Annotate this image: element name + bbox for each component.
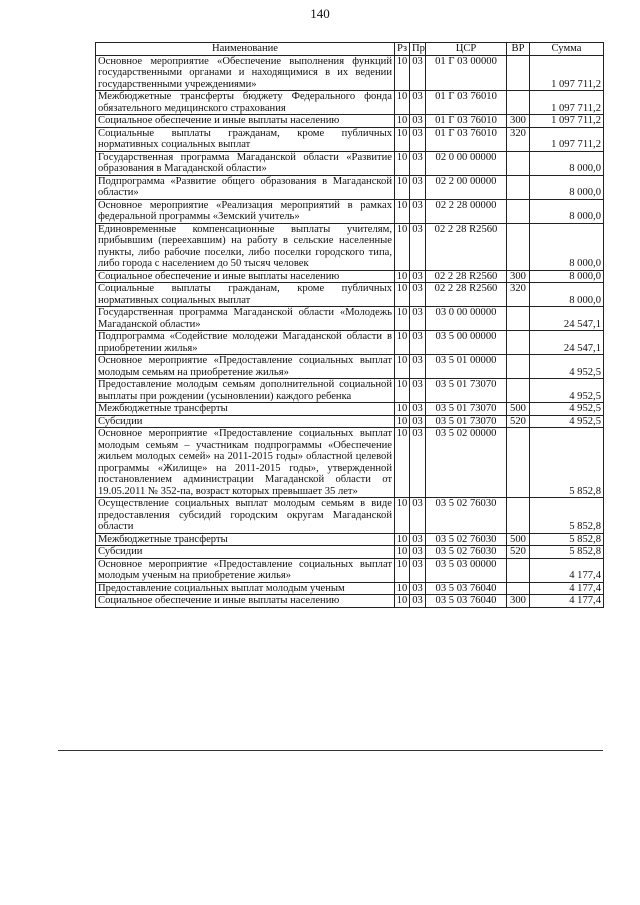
row-vr-cell bbox=[507, 428, 530, 498]
row-csr-cell: 03 5 02 00000 bbox=[426, 428, 507, 498]
row-rz-cell: 10 bbox=[395, 115, 410, 128]
header-vr: ВР bbox=[507, 43, 530, 56]
table-row bbox=[96, 270, 604, 283]
row-pr-cell: 03 bbox=[410, 199, 426, 223]
row-vr-cell bbox=[507, 558, 530, 582]
row-sum-cell: 1 097 711,2 bbox=[530, 55, 604, 91]
row-sum-cell: 4 177,4 bbox=[530, 558, 604, 582]
row-sum-cell: 5 852,8 bbox=[530, 498, 604, 534]
row-csr-cell: 03 5 02 76030 bbox=[426, 498, 507, 534]
row-vr-cell bbox=[507, 307, 530, 331]
row-name-cell: Единовременные компенсационные выплаты учителям, прибывшим (переехавшим) на работу в сельские населенные пункты, либо рабочие поселки, либо поселки городского типа, либо города с населением до 50 тысяч человек bbox=[96, 223, 395, 270]
row-rz-cell: 10 bbox=[395, 355, 410, 379]
table-row bbox=[96, 331, 604, 355]
row-csr-cell: 03 5 01 00000 bbox=[426, 355, 507, 379]
row-csr-cell: 03 0 00 00000 bbox=[426, 307, 507, 331]
row-name-cell: Социальное обеспечение и иные выплаты населению bbox=[96, 595, 395, 608]
table-row bbox=[96, 91, 604, 115]
row-sum-cell: 24 547,1 bbox=[530, 331, 604, 355]
table-row bbox=[96, 595, 604, 608]
row-pr-cell: 03 bbox=[410, 127, 426, 151]
row-csr-cell: 02 2 28 R2560 bbox=[426, 223, 507, 270]
row-csr-cell: 01 Г 03 00000 bbox=[426, 55, 507, 91]
row-csr-cell: 03 5 01 73070 bbox=[426, 379, 507, 403]
row-rz-cell: 10 bbox=[395, 415, 410, 428]
row-vr-cell bbox=[507, 498, 530, 534]
table-row bbox=[96, 199, 604, 223]
row-rz-cell: 10 bbox=[395, 595, 410, 608]
row-name-cell: Основное мероприятие «Предоставление социальных выплат молодым ученым на приобретение жилья» bbox=[96, 558, 395, 582]
row-rz-cell: 10 bbox=[395, 55, 410, 91]
row-pr-cell: 03 bbox=[410, 546, 426, 559]
table-row bbox=[96, 415, 604, 428]
table-row bbox=[96, 582, 604, 595]
row-rz-cell: 10 bbox=[395, 270, 410, 283]
row-name-cell: Социальное обеспечение и иные выплаты населению bbox=[96, 115, 395, 128]
row-rz-cell: 10 bbox=[395, 379, 410, 403]
row-pr-cell: 03 bbox=[410, 307, 426, 331]
row-rz-cell: 10 bbox=[395, 582, 410, 595]
table-row bbox=[96, 127, 604, 151]
row-sum-cell: 8 000,0 bbox=[530, 151, 604, 175]
row-pr-cell: 03 bbox=[410, 415, 426, 428]
row-name-cell: Осуществление социальных выплат молодым семьям в виде предоставления субсидий городским округам Магаданской области bbox=[96, 498, 395, 534]
row-csr-cell: 02 2 28 R2560 bbox=[426, 283, 507, 307]
row-vr-cell: 300 bbox=[507, 115, 530, 128]
table-row bbox=[96, 403, 604, 416]
row-rz-cell: 10 bbox=[395, 175, 410, 199]
row-sum-cell: 24 547,1 bbox=[530, 307, 604, 331]
row-name-cell: Межбюджетные трансферты bbox=[96, 533, 395, 546]
table-row bbox=[96, 151, 604, 175]
row-name-cell: Подпрограмма «Развитие общего образования в Магаданской области» bbox=[96, 175, 395, 199]
table-row bbox=[96, 175, 604, 199]
row-pr-cell: 03 bbox=[410, 558, 426, 582]
row-vr-cell bbox=[507, 379, 530, 403]
row-name-cell: Подпрограмма «Содействие молодежи Магаданской области в приобретении жилья» bbox=[96, 331, 395, 355]
row-pr-cell: 03 bbox=[410, 355, 426, 379]
row-vr-cell bbox=[507, 199, 530, 223]
row-vr-cell: 520 bbox=[507, 415, 530, 428]
table-row bbox=[96, 307, 604, 331]
row-sum-cell: 4 952,5 bbox=[530, 355, 604, 379]
row-pr-cell: 03 bbox=[410, 55, 426, 91]
table-body bbox=[96, 55, 604, 607]
row-sum-cell: 4 177,4 bbox=[530, 582, 604, 595]
row-sum-cell: 8 000,0 bbox=[530, 199, 604, 223]
row-sum-cell: 5 852,8 bbox=[530, 533, 604, 546]
row-pr-cell: 03 bbox=[410, 595, 426, 608]
row-rz-cell: 10 bbox=[395, 428, 410, 498]
row-rz-cell: 10 bbox=[395, 127, 410, 151]
row-name-cell: Основное мероприятие «Обеспечение выполнения функций государственными органами и находящимися в их ведении государственными учреждениями» bbox=[96, 55, 395, 91]
row-name-cell: Социальные выплаты гражданам, кроме публичных нормативных социальных выплат bbox=[96, 283, 395, 307]
header-name: Наименование bbox=[96, 43, 395, 56]
row-pr-cell: 03 bbox=[410, 91, 426, 115]
row-rz-cell: 10 bbox=[395, 307, 410, 331]
row-name-cell: Основное мероприятие «Реализация мероприятий в рамках федеральной программы «Земский учитель» bbox=[96, 199, 395, 223]
row-name-cell: Основное мероприятие «Предоставление социальных выплат молодым семьям на приобретение жилья» bbox=[96, 355, 395, 379]
row-name-cell: Субсидии bbox=[96, 546, 395, 559]
row-pr-cell: 03 bbox=[410, 283, 426, 307]
row-rz-cell: 10 bbox=[395, 91, 410, 115]
row-csr-cell: 01 Г 03 76010 bbox=[426, 127, 507, 151]
row-vr-cell bbox=[507, 331, 530, 355]
row-sum-cell: 8 000,0 bbox=[530, 175, 604, 199]
row-csr-cell: 03 5 03 76040 bbox=[426, 595, 507, 608]
row-vr-cell bbox=[507, 55, 530, 91]
row-csr-cell: 01 Г 03 76010 bbox=[426, 115, 507, 128]
header-pr: Пр bbox=[410, 43, 426, 56]
row-pr-cell: 03 bbox=[410, 223, 426, 270]
row-vr-cell: 520 bbox=[507, 546, 530, 559]
row-name-cell: Предоставление молодым семьям дополнительной социальной выплаты при рождении (усыновлении) каждого ребенка bbox=[96, 379, 395, 403]
table-row bbox=[96, 546, 604, 559]
row-sum-cell: 4 177,4 bbox=[530, 595, 604, 608]
row-sum-cell: 4 952,5 bbox=[530, 415, 604, 428]
row-vr-cell bbox=[507, 91, 530, 115]
row-rz-cell: 10 bbox=[395, 558, 410, 582]
row-csr-cell: 03 5 02 76030 bbox=[426, 533, 507, 546]
row-vr-cell bbox=[507, 175, 530, 199]
row-rz-cell: 10 bbox=[395, 151, 410, 175]
row-sum-cell: 1 097 711,2 bbox=[530, 115, 604, 128]
row-name-cell: Социальные выплаты гражданам, кроме публичных нормативных социальных выплат bbox=[96, 127, 395, 151]
header-rz: Рз bbox=[395, 43, 410, 56]
row-name-cell: Межбюджетные трансферты бюджету Федерального фонда обязательного медицинского страхования bbox=[96, 91, 395, 115]
page-number: 140 bbox=[310, 6, 330, 21]
row-rz-cell: 10 bbox=[395, 199, 410, 223]
table-row bbox=[96, 115, 604, 128]
row-vr-cell bbox=[507, 151, 530, 175]
row-csr-cell: 03 5 03 76040 bbox=[426, 582, 507, 595]
row-csr-cell: 02 2 00 00000 bbox=[426, 175, 507, 199]
row-pr-cell: 03 bbox=[410, 151, 426, 175]
row-pr-cell: 03 bbox=[410, 428, 426, 498]
table-row bbox=[96, 498, 604, 534]
row-name-cell: Основное мероприятие «Предоставление социальных выплат молодым семьям – участникам подпрограммы «Обеспечение жильем молодых семей» на 2011-2015 годы» областной целевой программы «Жилище» на 2011-2015 годы», утвержденной постановлением администрации Магаданской области от 19.05.2011 № 352-па, возраст которых превышает 35 лет» bbox=[96, 428, 395, 498]
row-csr-cell: 03 5 03 00000 bbox=[426, 558, 507, 582]
row-vr-cell: 300 bbox=[507, 270, 530, 283]
budget-table bbox=[95, 42, 604, 608]
row-vr-cell: 500 bbox=[507, 403, 530, 416]
row-sum-cell: 8 000,0 bbox=[530, 270, 604, 283]
row-pr-cell: 03 bbox=[410, 270, 426, 283]
row-sum-cell: 5 852,8 bbox=[530, 428, 604, 498]
row-rz-cell: 10 bbox=[395, 403, 410, 416]
row-rz-cell: 10 bbox=[395, 331, 410, 355]
row-name-cell: Государственная программа Магаданской области «Молодежь Магаданской области» bbox=[96, 307, 395, 331]
table-row bbox=[96, 379, 604, 403]
table-row bbox=[96, 558, 604, 582]
table-row bbox=[96, 533, 604, 546]
row-sum-cell: 8 000,0 bbox=[530, 283, 604, 307]
row-vr-cell: 320 bbox=[507, 127, 530, 151]
row-vr-cell bbox=[507, 355, 530, 379]
row-rz-cell: 10 bbox=[395, 223, 410, 270]
row-name-cell: Государственная программа Магаданской области «Развитие образования в Магаданской области» bbox=[96, 151, 395, 175]
row-pr-cell: 03 bbox=[410, 582, 426, 595]
row-rz-cell: 10 bbox=[395, 498, 410, 534]
table-row bbox=[96, 428, 604, 498]
row-name-cell: Предоставление социальных выплат молодым ученым bbox=[96, 582, 395, 595]
row-pr-cell: 03 bbox=[410, 331, 426, 355]
row-sum-cell: 1 097 711,2 bbox=[530, 91, 604, 115]
row-csr-cell: 02 0 00 00000 bbox=[426, 151, 507, 175]
page-bottom-rule bbox=[58, 750, 603, 751]
row-sum-cell: 4 952,5 bbox=[530, 403, 604, 416]
row-vr-cell bbox=[507, 582, 530, 595]
table-row bbox=[96, 355, 604, 379]
row-csr-cell: 03 5 01 73070 bbox=[426, 415, 507, 428]
row-pr-cell: 03 bbox=[410, 115, 426, 128]
row-name-cell: Межбюджетные трансферты bbox=[96, 403, 395, 416]
table-row bbox=[96, 55, 604, 91]
row-name-cell: Социальное обеспечение и иные выплаты населению bbox=[96, 270, 395, 283]
row-pr-cell: 03 bbox=[410, 533, 426, 546]
row-sum-cell: 8 000,0 bbox=[530, 223, 604, 270]
row-csr-cell: 02 2 28 R2560 bbox=[426, 270, 507, 283]
header-csr: ЦСР bbox=[426, 43, 507, 56]
table-row bbox=[96, 283, 604, 307]
row-rz-cell: 10 bbox=[395, 546, 410, 559]
row-sum-cell: 4 952,5 bbox=[530, 379, 604, 403]
row-csr-cell: 03 5 00 00000 bbox=[426, 331, 507, 355]
row-csr-cell: 03 5 02 76030 bbox=[426, 546, 507, 559]
row-pr-cell: 03 bbox=[410, 379, 426, 403]
row-csr-cell: 01 Г 03 76010 bbox=[426, 91, 507, 115]
row-pr-cell: 03 bbox=[410, 498, 426, 534]
row-sum-cell: 1 097 711,2 bbox=[530, 127, 604, 151]
row-sum-cell: 5 852,8 bbox=[530, 546, 604, 559]
header-sum: Сумма bbox=[530, 43, 604, 56]
row-vr-cell: 300 bbox=[507, 595, 530, 608]
row-vr-cell: 320 bbox=[507, 283, 530, 307]
row-rz-cell: 10 bbox=[395, 533, 410, 546]
row-pr-cell: 03 bbox=[410, 175, 426, 199]
row-pr-cell: 03 bbox=[410, 403, 426, 416]
table-row bbox=[96, 223, 604, 270]
row-vr-cell: 500 bbox=[507, 533, 530, 546]
row-rz-cell: 10 bbox=[395, 283, 410, 307]
row-name-cell: Субсидии bbox=[96, 415, 395, 428]
row-csr-cell: 03 5 01 73070 bbox=[426, 403, 507, 416]
row-csr-cell: 02 2 28 00000 bbox=[426, 199, 507, 223]
row-vr-cell bbox=[507, 223, 530, 270]
table-header-row bbox=[96, 43, 604, 56]
